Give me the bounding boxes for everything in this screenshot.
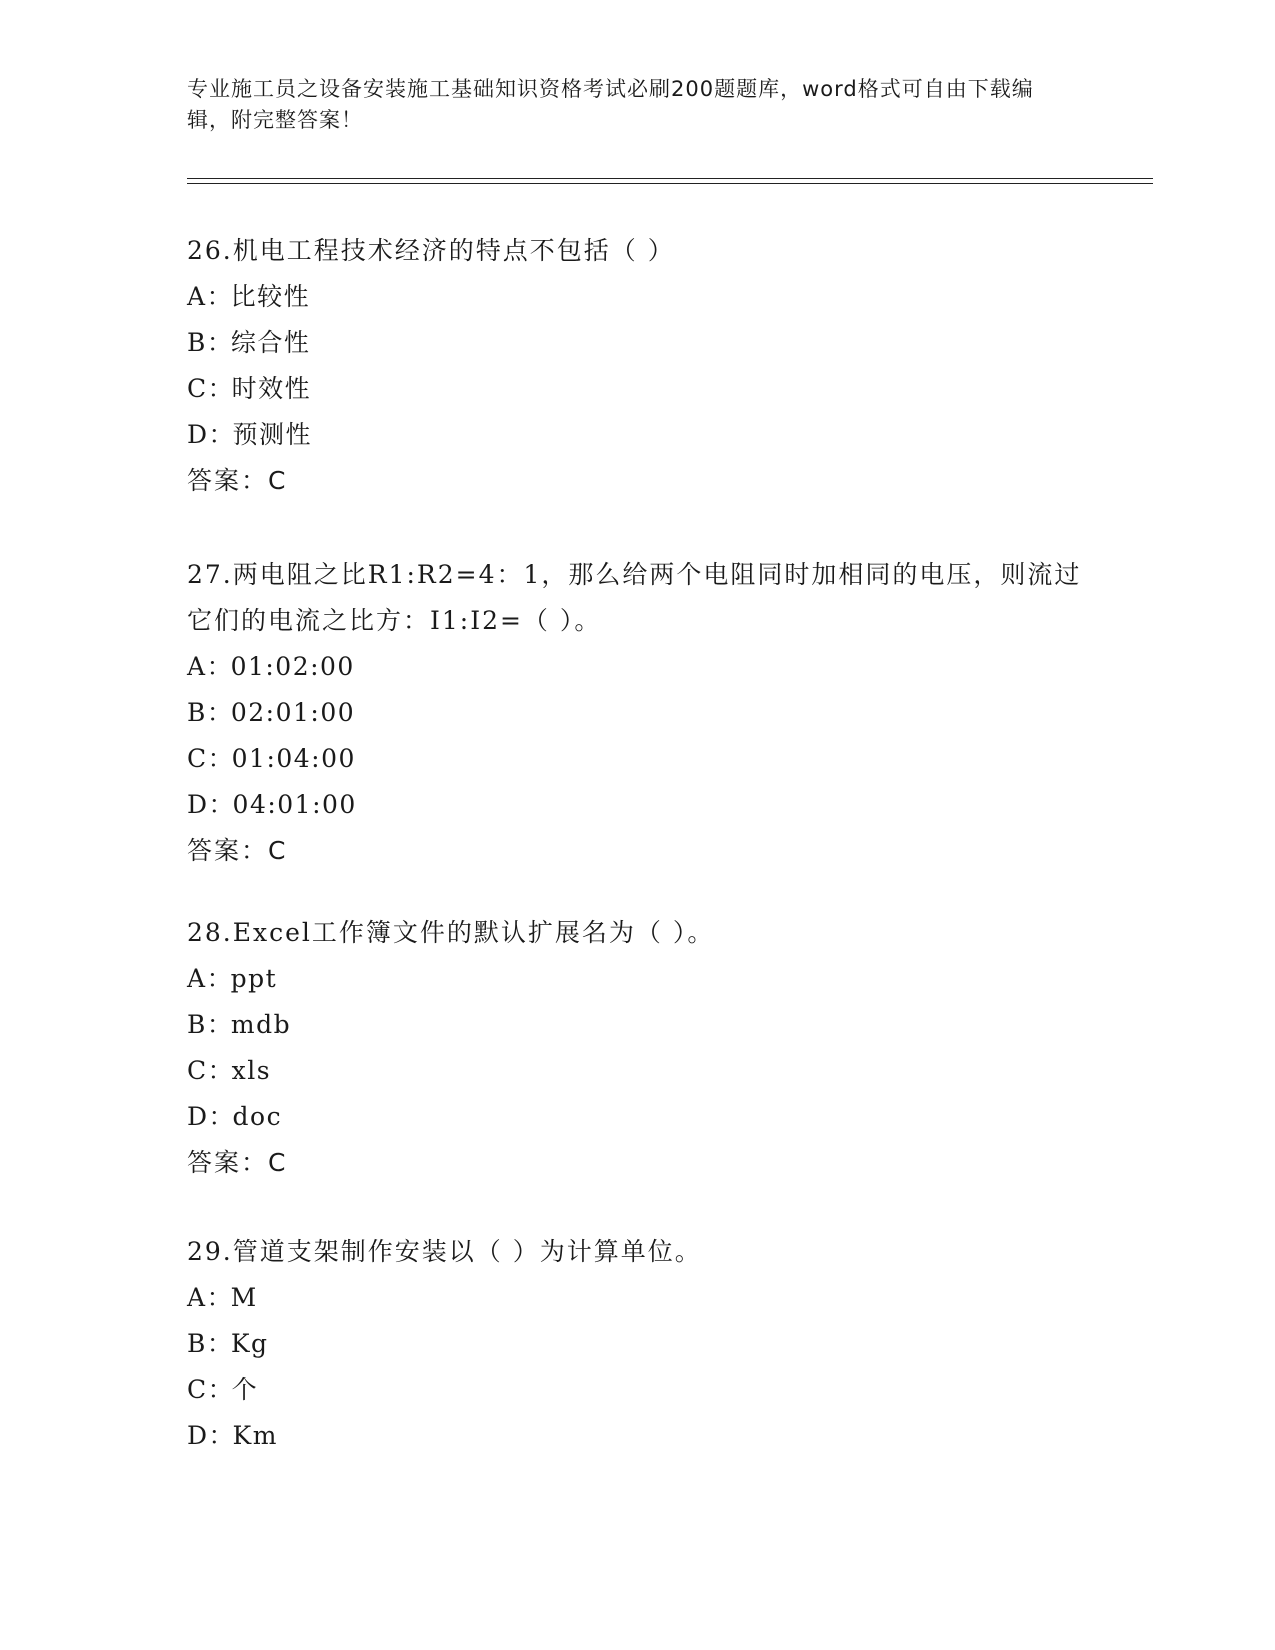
option-separator: ：: [208, 1421, 236, 1450]
option-a: [187, 956, 1107, 1002]
option-text: 04:01:00: [232, 790, 357, 819]
option-text: 01:02:00: [230, 652, 355, 681]
question-stem: 27.两电阻之比R1:R2=4：1，那么给两个电阻同时加相同的电压，则流过它们的电流之比方：I1:I2=（ ）。: [187, 560, 1082, 635]
option-text: xls: [231, 1056, 272, 1085]
header-divider-top: [187, 178, 1153, 179]
option-text: doc: [232, 1102, 283, 1131]
option-separator: ：: [208, 790, 236, 819]
answer-line: 答案：C: [187, 466, 288, 495]
option-separator: ：: [207, 1375, 235, 1404]
question-stem: 29.管道支架制作安装以（ ）为计算单位。: [187, 1237, 702, 1266]
answer-line: 答案：C: [187, 1148, 288, 1177]
option-separator: ：: [208, 1102, 236, 1131]
option-b: [187, 690, 1107, 736]
option-text: M: [230, 1283, 258, 1312]
option-d: [187, 412, 1107, 458]
option-letter: A: [187, 964, 207, 993]
option-text: ppt: [230, 964, 278, 993]
header-divider-bottom: [187, 183, 1153, 184]
option-a: [187, 1275, 1107, 1321]
option-separator: ：: [206, 1329, 234, 1358]
option-separator: ：: [206, 328, 234, 357]
option-text: 个: [231, 1375, 259, 1404]
option-letter: A: [187, 652, 207, 681]
option-text: 时效性: [231, 374, 312, 403]
option-text: 预测性: [232, 420, 313, 449]
option-letter: D: [187, 420, 209, 449]
option-letter: B: [187, 698, 207, 727]
option-text: Km: [232, 1421, 278, 1450]
option-separator: ：: [206, 282, 234, 311]
option-separator: ：: [206, 1010, 234, 1039]
option-letter: C: [187, 744, 208, 773]
option-letter: C: [187, 1056, 208, 1085]
option-separator: ：: [206, 698, 234, 727]
option-c: [187, 1367, 1107, 1413]
document-header: 专业施工员之设备安装施工基础知识资格考试必刷200题题库，word格式可自由下载编辑，附完整答案！: [187, 77, 1034, 132]
option-a: [187, 644, 1107, 690]
option-separator: ：: [207, 374, 235, 403]
option-separator: ：: [206, 964, 234, 993]
question-stem: 28.Excel工作簿文件的默认扩展名为（ ）。: [187, 918, 715, 947]
option-letter: C: [187, 1375, 208, 1404]
option-letter: D: [187, 790, 209, 819]
option-letter: C: [187, 374, 208, 403]
option-separator: ：: [206, 1283, 234, 1312]
option-b: [187, 320, 1107, 366]
option-separator: ：: [206, 652, 234, 681]
option-text: 综合性: [230, 328, 311, 357]
question-28: [187, 910, 1107, 1186]
option-b: [187, 1321, 1107, 1367]
option-letter: D: [187, 1421, 209, 1450]
option-text: 02:01:00: [230, 698, 356, 727]
option-separator: ：: [208, 420, 236, 449]
question-29: [187, 1229, 1107, 1459]
answer-line: 答案：C: [187, 836, 288, 865]
option-letter: B: [187, 1329, 207, 1358]
option-d: [187, 782, 1107, 828]
option-b: [187, 1002, 1107, 1048]
option-d: [187, 1094, 1107, 1140]
option-text: mdb: [230, 1010, 292, 1039]
question-26: [187, 228, 1107, 504]
option-a: [187, 274, 1107, 320]
option-letter: A: [187, 1283, 207, 1312]
option-letter: B: [187, 1010, 207, 1039]
option-text: 比较性: [230, 282, 311, 311]
option-letter: D: [187, 1102, 209, 1131]
option-d: [187, 1413, 1107, 1459]
option-c: [187, 736, 1107, 782]
question-stem: 26.机电工程技术经济的特点不包括（ ）: [187, 236, 675, 265]
option-text: Kg: [230, 1329, 269, 1358]
option-c: [187, 366, 1107, 412]
option-letter: B: [187, 328, 207, 357]
option-c: [187, 1048, 1107, 1094]
option-letter: A: [187, 282, 207, 311]
option-separator: ：: [207, 744, 235, 773]
question-27: [187, 552, 1107, 874]
option-separator: ：: [207, 1056, 235, 1085]
option-text: 01:04:00: [231, 744, 356, 773]
